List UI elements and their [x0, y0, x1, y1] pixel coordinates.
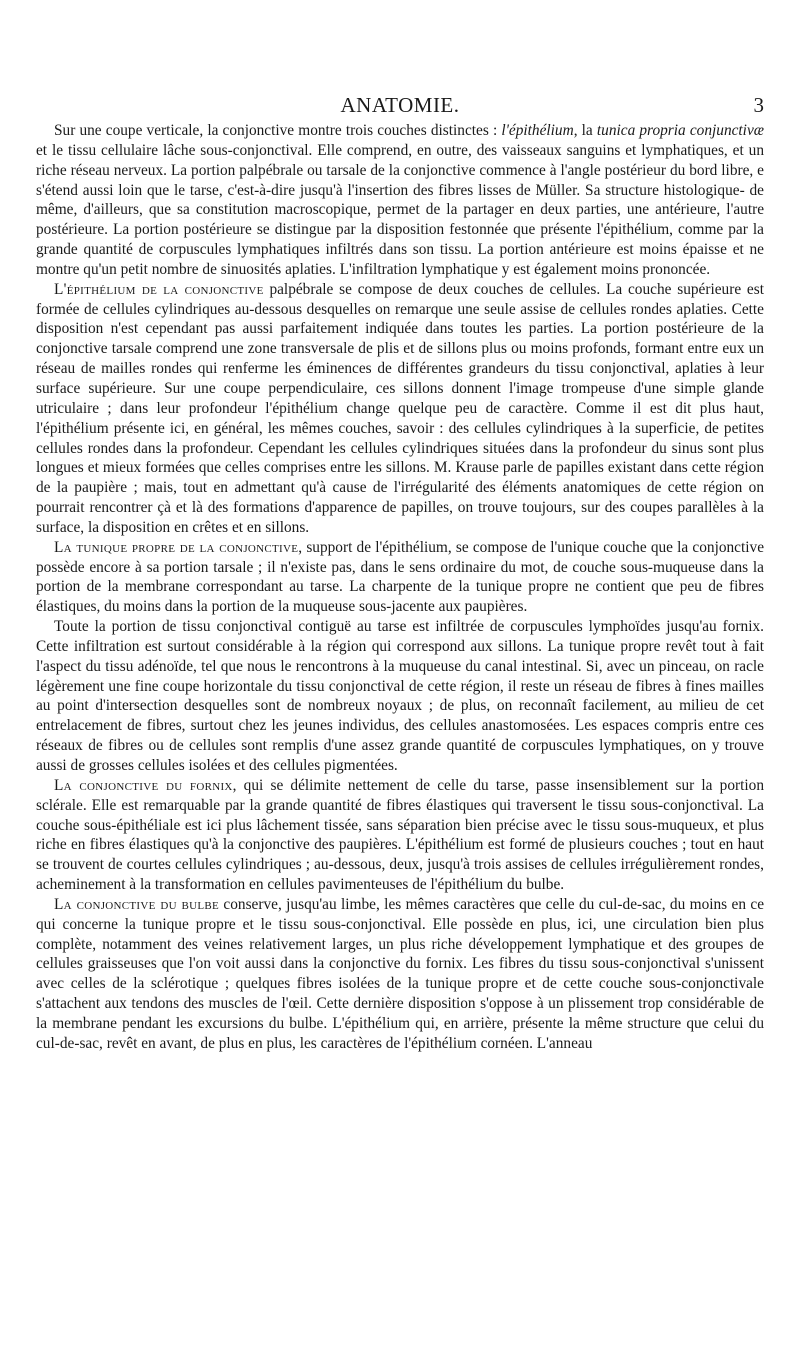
- italic-term: l'épithélium: [501, 122, 574, 139]
- paragraph-text: , support de l'épithélium, se compose de l'unique couche que la conjonctive possède encore à sa portion tarsale ; il n'existe pas, dans le sens ordinaire du mot, de couche sous-muqueuse dans la portion de la membrane correspondant au tarse. La charpente de la tunique propre ne contient que peu de fibres élastiques, du moins dans la portion de la muqueuse sous-jacente aux paupières.: [36, 538, 764, 616]
- paragraph-text: , la: [573, 122, 597, 139]
- paragraph-6: [36, 895, 764, 1054]
- paragraph-text: Sur une coupe verticale, la conjonctive montre trois couches distinctes :: [54, 122, 502, 139]
- section-lead: La conjonctive du fornix: [54, 776, 233, 794]
- italic-term: tunica propria conjunctivæ: [596, 122, 764, 139]
- page-number: 3: [753, 93, 764, 117]
- paragraph-3: [36, 538, 764, 617]
- section-lead: La conjonctive du bulbe: [54, 895, 220, 913]
- paragraph-text: et le tissu cellulaire lâche sous-conjonctival. Elle comprend, en outre, des vaisseaux sanguins et lymphatiques, et un riche réseau nerveux. La portion palpébrale ou tarsale de la conjonctive commence à l'angle postérieur du bord libre, e s'étend aussi loin que le tarse, c'est-à-dire jusqu'à l'insertion des fibres lisses de Müller. Sa structure histologique- de même, d'ailleurs, que sa constitution macroscopique, permet de la partager en deux parties, une antérieure, l'autre postérieure. La portion postérieure se distingue par la disposition festonnée que présente l'épithélium, comme par la grande quantité de corpuscules lymphatiques infiltrés dans son tissu. La portion antérieure est moins épaisse et ne montre qu'un petit nombre de sinuosités aplaties. L'infiltration lymphatique y est également moins prononcée.: [36, 141, 764, 278]
- paragraph-text: conserve, jusqu'au limbe, les mêmes caractères que celle du cul-de-sac, du moins en ce qui concerne la tunique propre et le tissu sous-conjonctival. Elle possède en plus, ici, une circulation bien plus complète, notamment des veines relativement larges, un plus riche développement lymphatique et des groupes de cellules graisseuses que l'on voit aussi dans la conjonctive du fornix. Les fibres du tissu sous-conjonctival s'unissent avec celles de la sclérotique ; quelques fibres isolées de la tunique propre et de cette couche sous-conjonctivale s'attachent aux tendons des muscles de l'œil. Cette dernière disposition s'oppose à un plissement trop considérable de la membrane pendant les excursions du bulbe. L'épithélium qui, en arrière, présente la même structure que celui du cul-de-sac, revêt en avant, de plus en plus, les caractères de l'épithélium cornéen. L'anneau: [36, 895, 765, 1052]
- body-text: [36, 121, 764, 1054]
- chapter-title: ANATOMIE.: [340, 93, 460, 117]
- paragraph-4: [36, 617, 764, 776]
- paragraph-2: [36, 280, 764, 538]
- section-lead: L'épithélium de la conjonctive: [54, 280, 264, 298]
- paragraph-5: [36, 776, 764, 895]
- paragraph-text: Toute la portion de tissu conjonctival contiguë au tarse est infiltrée de corpuscules lymphoïdes jusqu'au fornix. Cette infiltration est surtout considérable à la région qui correspond aux sillons. La tunique propre revêt tout à fait l'aspect du tissu adénoïde, tel que nous le rencontrons à la muqueuse du canal intestinal. Si, avec un pinceau, on racle légèrement une fine coupe horizontale du tissu conjonctival de cette région, il reste un réseau de fibres à fines mailles au point d'intersection desquelles sont de nombreux noyaux ; de plus, on reconnaît facilement, au milieu de cet entrelacement de fibres, surtout chez les jeunes individus, des cellules anastomosées. Les espaces compris entre ces réseaux de fibres ou de cellules sont remplis d'une assez grande quantité de corpuscules lymphatiques, on y trouve aussi de grosses cellules isolées et des cellules pigmentées.: [36, 618, 764, 774]
- paragraph-text: , qui se délimite nettement de celle du tarse, passe insensiblement sur la portion sclérale. Elle est remarquable par la grande quantité de fibres élastiques qui traversent le tissu sous-conjonctival. La couche sous-épithéliale est ici plus lâchement tissée, sans séparation bien précise avec le tissu sous-muqueux, et plus riche en fibres élastiques qu'à la conjonctive des paupières. L'épithélium est formé de plusieurs couches ; tout en haut se trouvent de courtes cellules cylindriques ; au-dessous, deux, jusqu'à trois assises de cellules irrégulièrement rondes, acheminement à la transformation en cellules pavimenteuses de l'épithélium du bulbe.: [36, 776, 764, 894]
- running-head: [0, 93, 800, 117]
- section-lead: La tunique propre de la conjonctive: [54, 538, 299, 556]
- paragraph-text: palpébrale se compose de deux couches de cellules. La couche supérieure est formée de cellules cylindriques au-dessous desquelles on remarque une seule assise de cellules rondes aplaties. Cette disposition n'est cependant pas aussi parfaitement indiquée dans toutes les parties. La portion postérieure de la conjonctive tarsale comprend une zone transversale de plis et de sillons plus ou moins profonds, formant entre eux un réseau de mailles rondes qui renferme les éminences de différentes grandeurs du tissu conjonctival, aplaties à leur surface supérieure. Sur une coupe perpendiculaire, ces sillons donnent l'image trompeuse d'une simple glande utriculaire ; dans leur profondeur l'épithélium change quelque peu de caractère. Comme il est dit plus haut, l'épithélium présente ici, en général, les mêmes couches, savoir : des cellules cylindriques à la superficie, de petites cellules rondes dans la profondeur. Cependant les cellules cylindriques situées dans la profondeur du sinus sont plus longues et mieux formées que celles comprises entre les sillons. M. Krause parle de papilles existant dans cette région de la paupière ; mais, tout en admettant qu'à cause de l'irrégularité des éléments anatomiques de cette région on pourrait rencontrer çà et là des formations d'apparence de papilles, on trouve toujours, sur des coupes parallèles à la surface, la disposition en crêtes et en sillons.: [36, 280, 764, 536]
- paragraph-1: [36, 121, 764, 280]
